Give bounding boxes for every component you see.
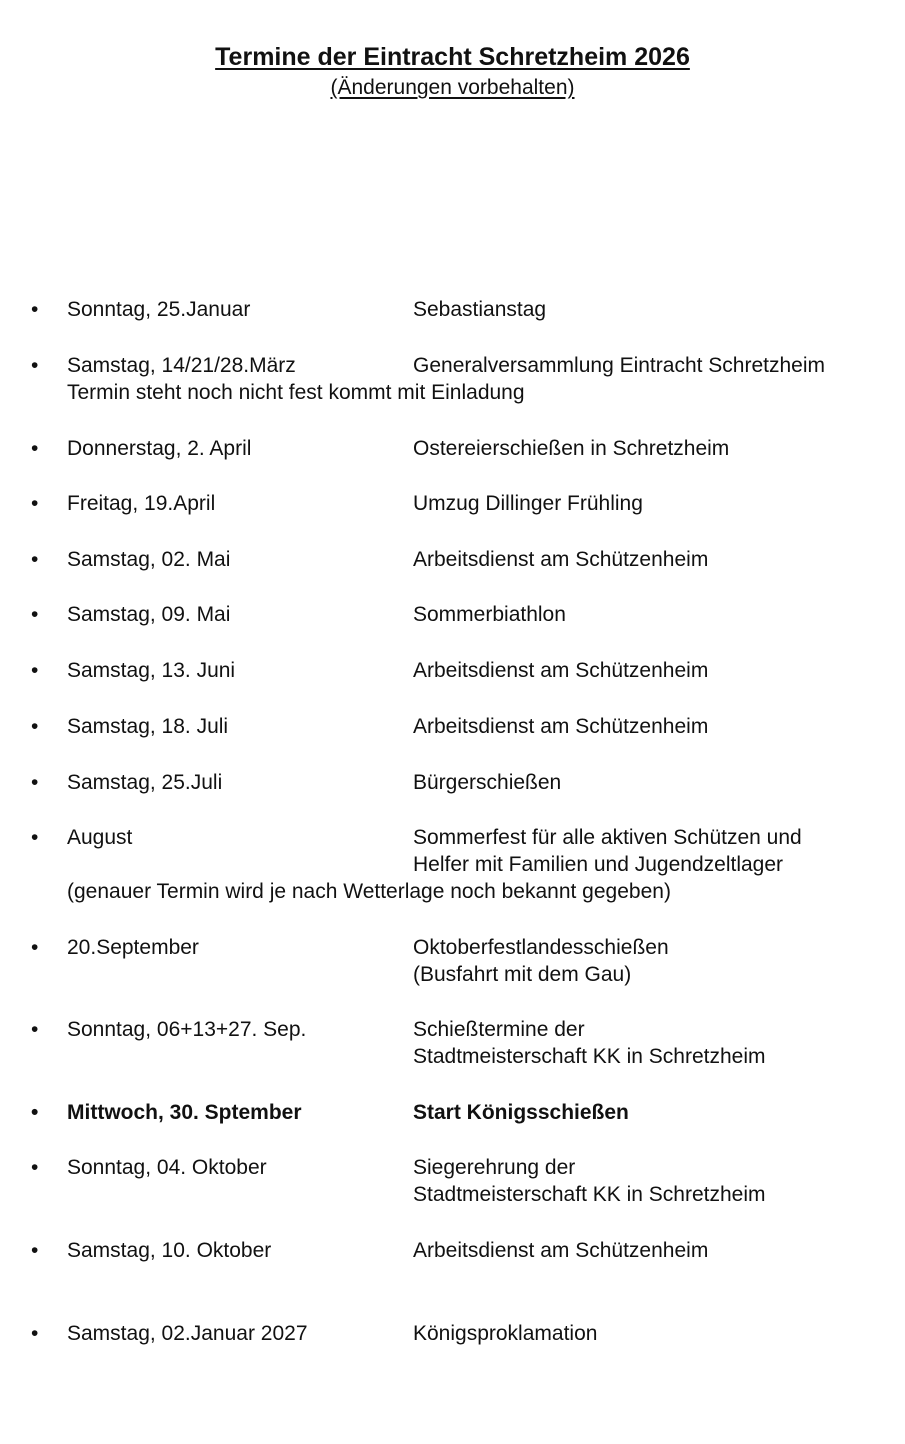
- page-title: Termine der Eintracht Schretzheim 2026: [215, 43, 690, 71]
- entry-date: Mittwoch, 30. Sptember: [67, 1101, 302, 1124]
- entry-event: [413, 1016, 765, 1070]
- entry-date: Freitag, 19.April: [67, 492, 216, 515]
- entry-date: Samstag, 02. Mai: [67, 548, 231, 571]
- entry-event-line: Generalversammlung Eintracht Schretzheim: [413, 354, 826, 377]
- entry-date: Sonntag, 25.Januar: [67, 298, 251, 321]
- entry-date: Samstag, 14/21/28.März: [67, 354, 296, 377]
- bullet-icon: •: [31, 826, 39, 849]
- entry-event-line: Siegerehrung der: [413, 1156, 576, 1179]
- entry-date: Sonntag, 04. Oktober: [67, 1156, 267, 1179]
- entry-event: [413, 824, 802, 878]
- entry-event-line: (Busfahrt mit dem Gau): [413, 963, 632, 986]
- entry-date: August: [67, 826, 133, 849]
- bullet-icon: •: [31, 1018, 39, 1041]
- entry-event-line: Oktoberfestlandesschießen: [413, 936, 669, 959]
- entry-date: Sonntag, 06+13+27. Sep.: [67, 1018, 307, 1041]
- entry-event: [413, 934, 669, 988]
- entry-event-line: Bürgerschießen: [413, 771, 562, 794]
- entry-date: Samstag, 09. Mai: [67, 603, 231, 626]
- bullet-icon: •: [31, 1239, 39, 1262]
- bullet-icon: •: [31, 1101, 39, 1124]
- bullet-icon: •: [31, 492, 39, 515]
- bullet-icon: •: [31, 659, 39, 682]
- entry-event: [413, 657, 708, 684]
- entry-date: Donnerstag, 2. April: [67, 437, 252, 460]
- entry-event-line: Helfer mit Familien und Jugendzeltlager: [413, 853, 784, 876]
- entry-event-line: Königsproklamation: [413, 1322, 598, 1345]
- entry-event-line: Start Königsschießen: [413, 1101, 629, 1124]
- entry-event: [413, 713, 708, 740]
- entry-event: [413, 1237, 708, 1264]
- entry-event: [413, 601, 566, 628]
- bullet-icon: •: [31, 603, 39, 626]
- bullet-icon: •: [31, 1322, 39, 1345]
- entry-event-line: Stadtmeisterschaft KK in Schretzheim: [413, 1045, 766, 1068]
- entry-event-line: Schießtermine der: [413, 1018, 585, 1041]
- entry-event-line: Arbeitsdienst am Schützenheim: [413, 659, 709, 682]
- bullet-icon: •: [31, 354, 39, 377]
- bullet-icon: •: [31, 298, 39, 321]
- entry-event-line: Arbeitsdienst am Schützenheim: [413, 1239, 709, 1262]
- entry-date: Samstag, 02.Januar 2027: [67, 1322, 308, 1345]
- entry-event: [413, 546, 708, 573]
- entry-event-line: Sommerfest für alle aktiven Schützen und: [413, 826, 802, 849]
- entry-event: [413, 352, 825, 379]
- entry-note: Termin steht noch nicht fest kommt mit Einladung: [67, 381, 525, 404]
- bullet-icon: •: [31, 936, 39, 959]
- entry-date: Samstag, 18. Juli: [67, 715, 229, 738]
- entry-date: Samstag, 10. Oktober: [67, 1239, 272, 1262]
- entry-event-line: Ostereierschießen in Schretzheim: [413, 437, 730, 460]
- entry-event: [413, 1320, 597, 1347]
- entry-event: [413, 435, 729, 462]
- entry-event: [413, 296, 546, 323]
- entry-event: [413, 769, 561, 796]
- entry-event-line: Sebastianstag: [413, 298, 547, 321]
- entry-event-line: Arbeitsdienst am Schützenheim: [413, 715, 709, 738]
- entry-date: 20.September: [67, 936, 199, 959]
- entry-event-line: Arbeitsdienst am Schützenheim: [413, 548, 709, 571]
- entry-date: Samstag, 25.Juli: [67, 771, 223, 794]
- entry-note: (genauer Termin wird je nach Wetterlage noch bekannt gegeben): [67, 880, 671, 903]
- entry-event-line: Umzug Dillinger Frühling: [413, 492, 643, 515]
- entry-event-line: Stadtmeisterschaft KK in Schretzheim: [413, 1183, 766, 1206]
- entry-event: [413, 1154, 765, 1208]
- bullet-icon: •: [31, 1156, 39, 1179]
- entry-event-line: Sommerbiathlon: [413, 603, 566, 626]
- entry-event: [413, 1099, 629, 1126]
- bullet-icon: •: [31, 715, 39, 738]
- bullet-icon: •: [31, 437, 39, 460]
- entry-event: [413, 490, 643, 517]
- bullet-icon: •: [31, 548, 39, 571]
- page-subtitle: (Änderungen vorbehalten): [330, 76, 575, 99]
- entry-date: Samstag, 13. Juni: [67, 659, 236, 682]
- bullet-icon: •: [31, 771, 39, 794]
